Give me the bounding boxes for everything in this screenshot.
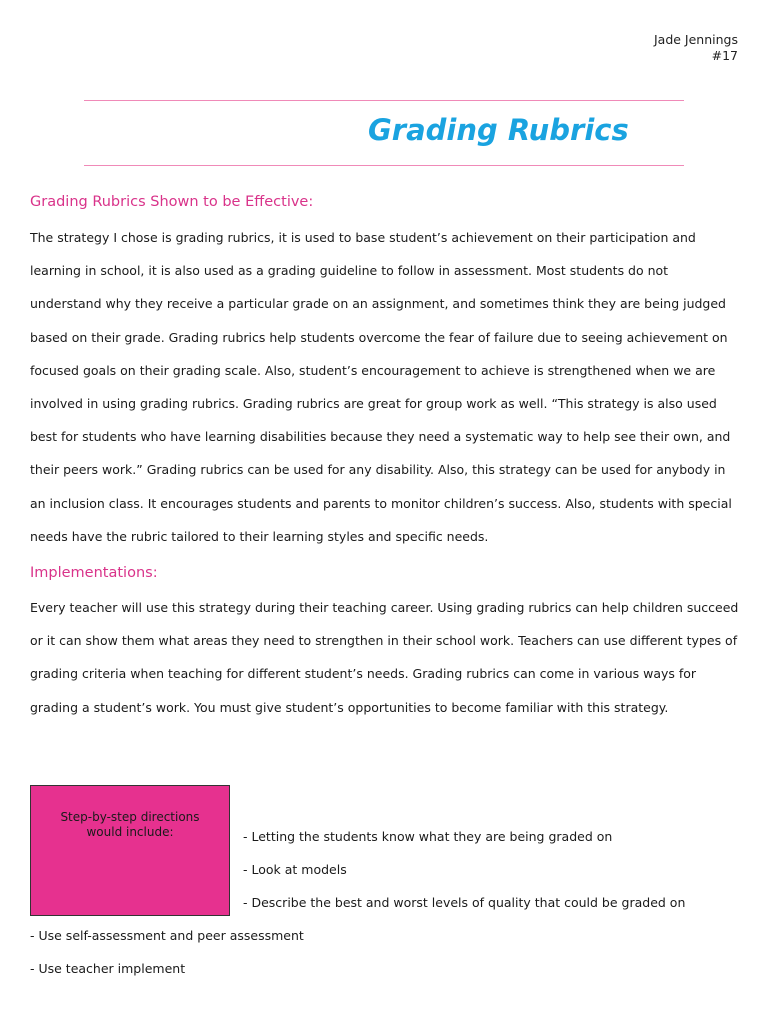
author-block [654, 32, 738, 64]
author-number: #17 [711, 48, 738, 63]
step-item: - Describe the best and worst levels of quality that could be graded on [243, 895, 686, 910]
section-body-implementations: Every teacher will use this strategy during their teaching career. Using grading rubrics can help children succeed or it can show them what areas they need to strengthen in their school work. Teachers can use different types of grading criteria when teaching for different student’s needs. Grading rubrics can come in various ways for grading a student’s work. You must give student’s opportunities to become familiar with this strategy. [30, 600, 739, 715]
section-heading-implementations: Implementations: [30, 565, 158, 581]
step-item: - Use teacher implement [30, 961, 186, 976]
page-title: Grading Rubrics [368, 113, 629, 147]
step-item: - Look at models [243, 862, 347, 877]
author-name: Jade Jennings [653, 32, 738, 47]
step-item: - Letting the students know what they are being graded on [243, 829, 613, 844]
section-body-effective: The strategy I chose is grading rubrics, it is used to base student’s achievement on their participation and learning in school, it is also used as a grading guideline to follow in assessment. Most students do not understand why they receive a particular grade on an assignment, and sometimes think they are being judged based on their grade. Grading rubrics help students overcome the fear of failure due to seeing achievement on focused goals on their grading scale. Also, student’s encouragement to achieve is strengthened when we are involved in using grading rubrics. Grading rubrics are great for group work as well. “This strategy is also used best for students who have learning disabilities because they need a systematic way to help see their own, and their peers work.” Grading rubrics can be used for any disability. Also, this strategy can be used for anybody in an inclusion class. It encourages students and parents to monitor children’s success. Also, students with special needs have the rubric tailored to their learning styles and specific needs. [30, 230, 732, 544]
steps-callout-label: Step-by-step directions would include: [60, 810, 200, 839]
section-heading-effective: Grading Rubrics Shown to be Effective: [30, 194, 314, 210]
title-rule-top [84, 100, 684, 101]
step-item: - Use self-assessment and peer assessment [30, 928, 304, 943]
steps-callout-box [30, 785, 230, 916]
title-rule-bottom [84, 165, 684, 166]
